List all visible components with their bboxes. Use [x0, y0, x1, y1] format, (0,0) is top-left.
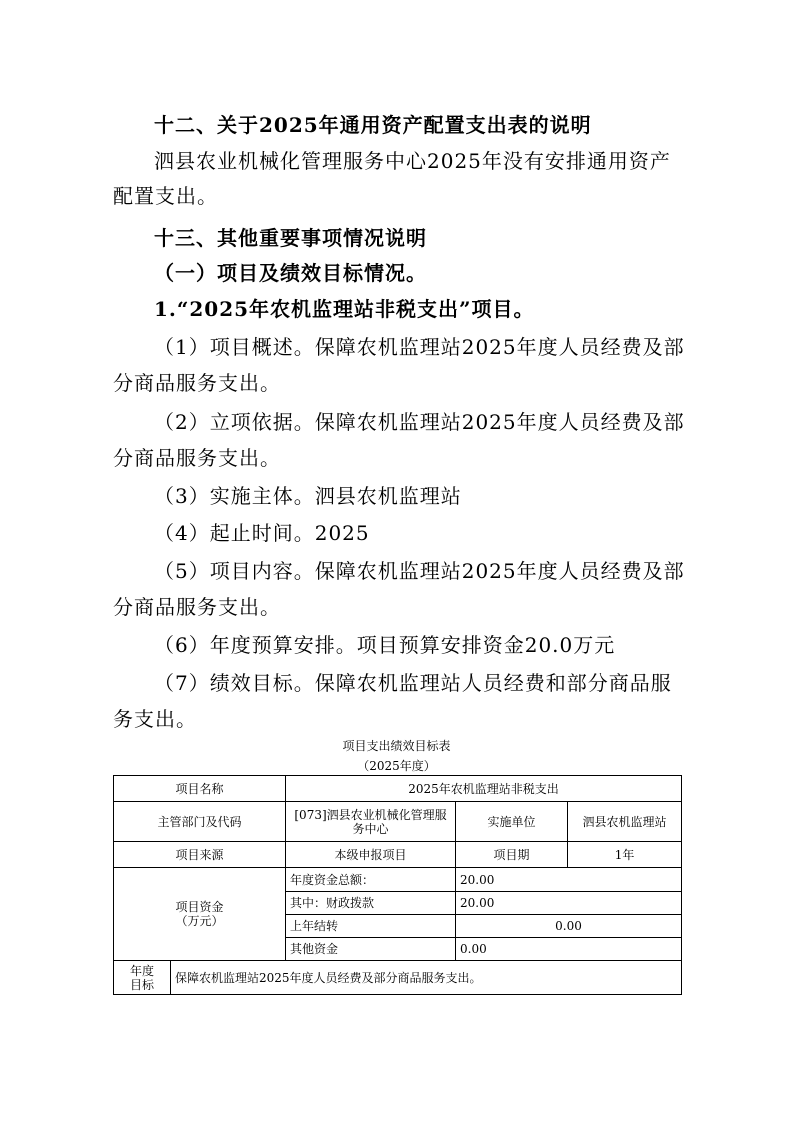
- section-12-paragraph-line-2: 配置支出。: [113, 184, 218, 208]
- performance-target-table: [113, 775, 682, 995]
- section-13-subheading: （一）项目及绩效目标情况。: [154, 261, 427, 285]
- goal-label-line-1: 年度: [129, 963, 154, 978]
- source-label: 项目来源: [114, 842, 286, 868]
- project-name-label: 项目名称: [114, 776, 286, 802]
- section-12-paragraph-line-1: 泗县农业机械化管理服务中心2025年没有安排通用资产: [154, 149, 671, 173]
- carryover-label: 上年结转: [286, 915, 456, 938]
- item-5-line-1: （5）项目内容。保障农机监理站2025年度人员经费及部: [154, 559, 685, 583]
- table-row: [114, 802, 682, 842]
- annual-total-value: 20.00: [456, 868, 682, 892]
- dept-label: 主管部门及代码: [114, 802, 286, 842]
- dept-value: [073]泗县农业机械化管理服务中心: [286, 802, 456, 842]
- other-funds-label: 其他资金: [286, 938, 456, 961]
- item-6-line-1: （6）年度预算安排。项目预算安排资金20.0万元: [154, 633, 616, 657]
- fiscal-value: 20.00: [456, 892, 682, 915]
- section-13-heading: 十三、其他重要事项情况说明: [154, 226, 427, 250]
- item-3-line-1: （3）实施主体。泗县农机监理站: [154, 484, 462, 508]
- annual-total-label: 年度资金总额：: [286, 868, 456, 892]
- fiscal-label: 其中：财政拨款: [286, 892, 456, 915]
- funds-label-line-1: 项目资金: [175, 900, 224, 914]
- item-4-line-1: （4）起止时间。2025: [154, 521, 370, 545]
- item-1-line-2: 分商品服务支出。: [113, 371, 281, 395]
- project-name-value: 2025年农机监理站非税支出: [286, 776, 682, 802]
- item-2-line-2: 分商品服务支出。: [113, 446, 281, 470]
- goal-label: [114, 961, 171, 995]
- impl-unit-label: 实施单位: [456, 802, 568, 842]
- goal-label-line-2: 目标: [129, 977, 154, 992]
- item-2-line-1: （2）立项依据。保障农机监理站2025年度人员经费及部: [154, 410, 685, 434]
- project-title: 1.“2025年农机监理站非税支出”项目。: [154, 297, 535, 321]
- table-year-caption: （2025年度）: [357, 759, 436, 773]
- table-row: [114, 776, 682, 802]
- impl-unit-value: 泗县农机监理站: [568, 802, 682, 842]
- item-1-line-1: （1）项目概述。保障农机监理站2025年度人员经费及部: [154, 335, 685, 359]
- period-label: 项目期: [456, 842, 568, 868]
- table-caption: 项目支出绩效目标表: [342, 739, 451, 753]
- item-7-line-2: 务支出。: [113, 707, 197, 731]
- period-value: 1年: [568, 842, 682, 868]
- source-value: 本级申报项目: [286, 842, 456, 868]
- funds-label-line-2: （万元）: [175, 914, 224, 928]
- carryover-value: 0.00: [456, 915, 682, 938]
- funds-label: [114, 868, 286, 961]
- item-7-line-1: （7）绩效目标。保障农机监理站人员经费和部分商品服: [154, 671, 672, 695]
- section-12-heading: 十二、关于2025年通用资产配置支出表的说明: [154, 113, 592, 137]
- goal-value: 保障农机监理站2025年度人员经费及部分商品服务支出。: [171, 961, 682, 995]
- item-5-line-2: 分商品服务支出。: [113, 595, 281, 619]
- table-row: [114, 868, 682, 892]
- table-row: [114, 961, 682, 995]
- table-row: [114, 842, 682, 868]
- other-funds-value: 0.00: [456, 938, 682, 961]
